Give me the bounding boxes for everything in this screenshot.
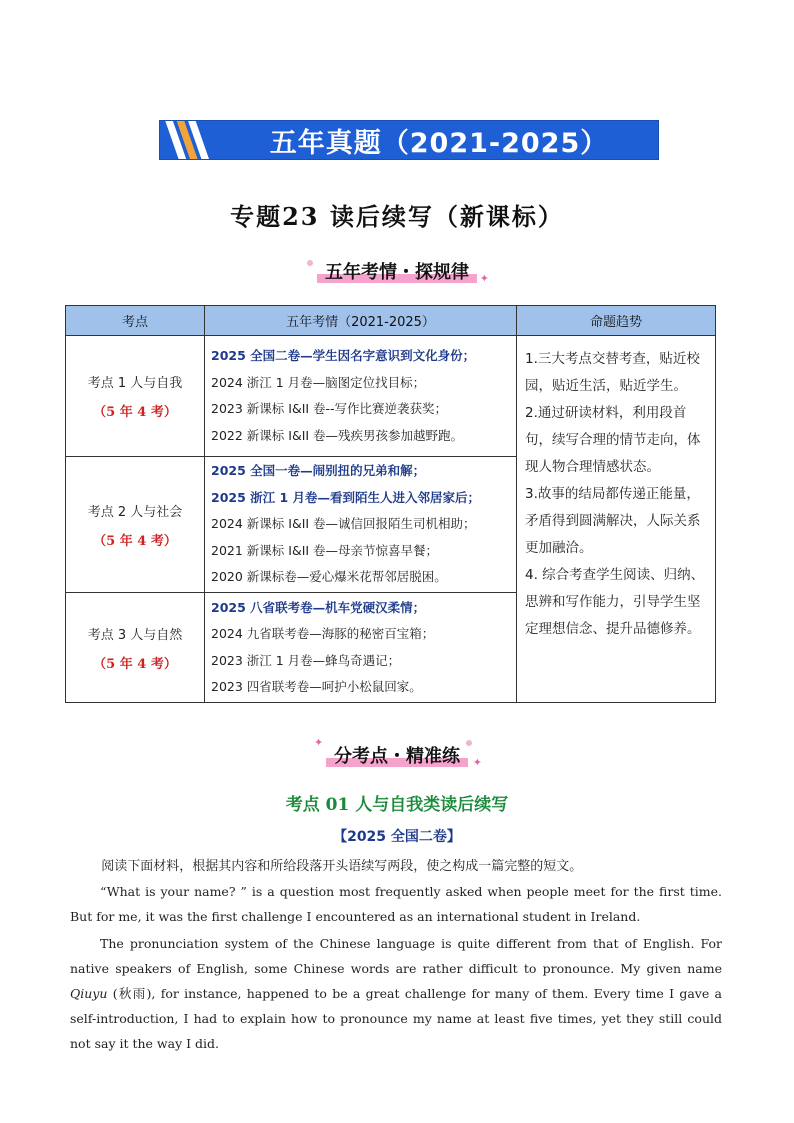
header-cell: 命题趋势 [517,306,716,336]
exam-list-cell [205,336,517,457]
topic-title: 考点 01 人与自我类读后续写 [285,795,509,815]
topic-label: 考点 3 人与自然 [87,627,183,643]
exam-item: 2023 浙江 1 月卷—蜂鸟奇遇记； [211,652,401,668]
exam-count: （5 年 4 考） [93,405,177,420]
title-banner [159,120,659,160]
header-cell: 考点 [66,306,205,336]
paragraph-text: The pronunciation system of the Chinese language is quite different from that of English. For native speakers of English, some Chinese words are rather difficult to pronounce. My given name [70,936,722,976]
banner-title: 五年真题（2021-2025） [269,127,609,159]
sparkle-icon: ✦ [314,736,324,749]
exam-item: 2025 八省联考卷—机车党硬汉柔情； [211,599,426,615]
exam-item: 2024 九省联考卷—海豚的秘密百宝箱； [211,626,435,641]
section-header-practice [0,736,794,769]
section-title: 五年考情・探规律 [325,262,469,283]
exam-item: 2025 全国一卷—闹别扭的兄弟和解； [211,463,426,479]
topic-label: 考点 2 人与社会 [87,504,183,520]
exam-item: 2024 浙江 1 月卷—脑图定位找目标； [211,374,426,390]
exam-list-cell [205,457,517,593]
topic-cell [66,336,205,457]
header-cell: 五年考情（2021-2025） [205,306,517,336]
exam-item: 2023 四省联考卷—呵护小松鼠回家。 [211,679,422,694]
overview-table [65,305,716,703]
banner-stripes-decoration [160,121,220,159]
sparkle-icon: ✦ [479,272,489,285]
section-header-overview [0,258,794,284]
table-row [66,336,716,457]
paragraph-text: (秋雨), for instance, happened to be a great challenge for many of them. Every time I gave a self-introduction, I had to explain how to pronounce my name at least five times, yet they still could not say it the way I did. [70,986,722,1051]
exam-item: 2025 浙江 1 月卷—看到陌生人进入邻居家后； [211,489,481,505]
topic-label: 考点 1 人与自我 [87,376,183,391]
exam-item: 2022 新课标 I&II 卷—残疾男孩参加越野跑。 [211,427,464,443]
instruction-text [70,854,722,879]
exam-count: （5 年 4 考） [93,656,177,672]
trend-item: 4. 综合考查学生阅读、归纳、思辨和写作能力，引导学生坚定理想信念、提升品德修养。 [525,567,705,637]
exam-item: 2025 全国二卷—学生因名字意识到文化身份； [211,348,476,363]
exam-item: 2021 新课标 I&II 卷—母亲节惊喜早餐； [211,542,439,558]
decor-dot [307,260,313,266]
trend-cell [517,336,716,703]
name-italic: Qiuyu [70,986,108,1001]
exam-item: 2024 新课标 I&II 卷—诚信回报陌生司机相助； [211,516,476,532]
topic-cell [66,457,205,593]
exam-item: 2020 新课标卷—爱心爆米花帮邻居脱困。 [211,569,447,585]
trend-item: 2.通过研读材料，利用段首句，续写合理的情节走向，体现人物合理情感状态。 [525,405,701,475]
section-title: 分考点・精准练 [334,746,460,767]
decor-dot [466,740,472,746]
table-header-row [66,306,716,336]
passage [70,879,722,1056]
paragraph: “What is your name? ” is a question most frequently asked when people meet for the first time. But for me, it was the first challenge I encountered as an international student in Ireland. [70,884,722,924]
exam-list-cell [205,593,517,703]
paragraph [70,931,722,1056]
trend-item: 3.故事的结局都传递正能量，矛盾得到圆满解决，人际关系更加融洽。 [525,486,701,556]
trend-item: 1.三大考点交替考查，贴近校园，贴近生活，贴近学生。 [525,351,700,394]
exam-tag: 【2025 全国二卷】 [333,829,461,845]
sparkle-icon: ✦ [472,756,482,769]
exam-item: 2023 新课标 I&II 卷--写作比赛逆袭获奖； [211,401,448,416]
topic-cell [66,593,205,703]
exam-count: （5 年 4 考） [93,533,177,549]
instruction: 阅读下面材料，根据其内容和所给段落开头语续写两段，使之构成一篇完整的短文。 [101,859,583,874]
document-title: 专题23 读后续写（新课标） [230,202,564,231]
